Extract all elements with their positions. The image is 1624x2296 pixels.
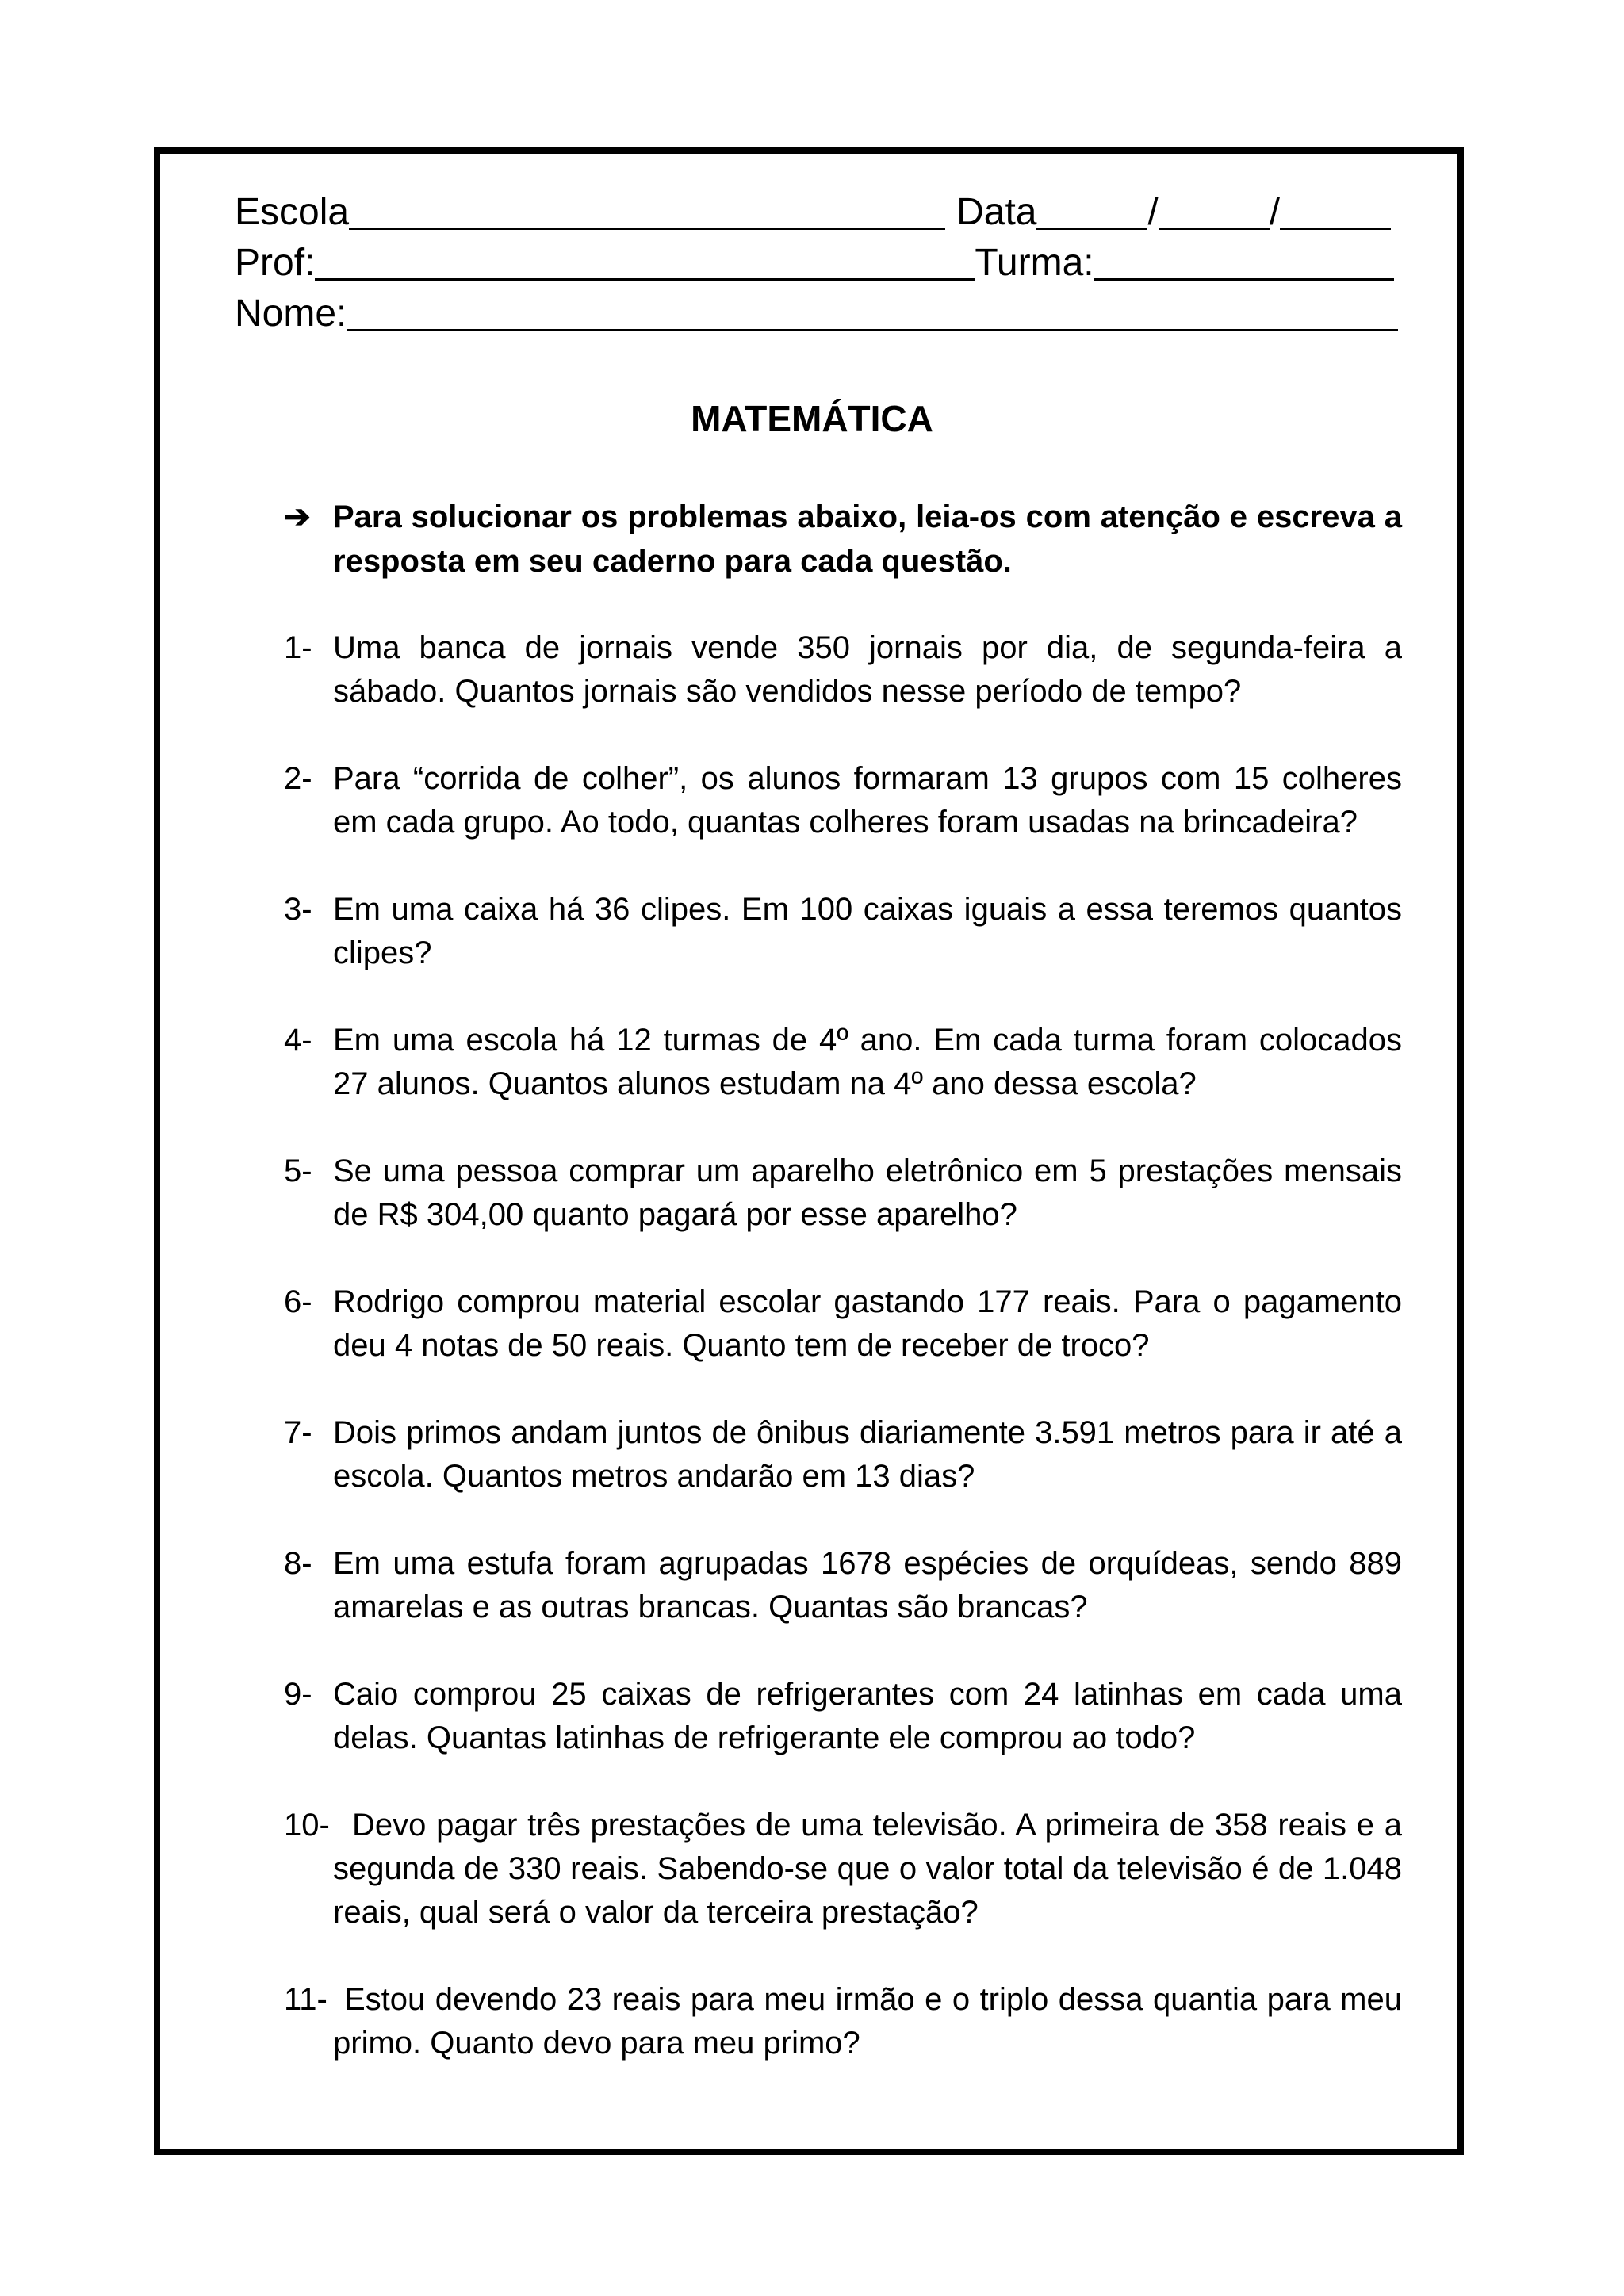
school-blank[interactable] bbox=[349, 189, 945, 230]
question-item bbox=[284, 757, 1402, 844]
question-text: Para “corrida de colher”, os alunos formaram 13 grupos com 15 colheres em cada grupo. Ao todo, quantas colheres foram usadas na brincadeira? bbox=[333, 761, 1402, 840]
question-text: Rodrigo comprou material escolar gastando 177 reais. Para o pagamento deu 4 notas de 50 reais. Quanto tem de receber de troco? bbox=[333, 1284, 1402, 1363]
date-year-blank[interactable] bbox=[1280, 189, 1391, 230]
teacher-label: Prof: bbox=[235, 242, 316, 284]
question-item bbox=[284, 1542, 1402, 1629]
question-text: Devo pagar três prestações de uma televisão. A primeira de 358 reais e a segunda de 330 reais. Sabendo-se que o valor total da televisão é de 1.048 reais, qual será o valor da terceira prestação? bbox=[333, 1808, 1402, 1930]
question-number: 11- bbox=[284, 1982, 327, 2017]
question-item bbox=[284, 1150, 1402, 1237]
class-blank[interactable] bbox=[1094, 240, 1394, 281]
header-line-name bbox=[235, 289, 1400, 339]
student-info-header bbox=[235, 187, 1400, 339]
question-item bbox=[284, 626, 1402, 714]
name-blank[interactable] bbox=[347, 291, 1398, 331]
question-number: 8- bbox=[284, 1546, 312, 1581]
question-number: 1- bbox=[284, 630, 312, 665]
question-number: 2- bbox=[284, 761, 312, 796]
question-number: 3- bbox=[284, 892, 312, 927]
instruction-block bbox=[284, 495, 1402, 584]
question-number: 7- bbox=[284, 1415, 312, 1450]
page-title: MATEMÁTICA bbox=[691, 398, 933, 439]
question-number: 6- bbox=[284, 1284, 312, 1319]
question-text: Se uma pessoa comprar um aparelho eletrônico em 5 prestações mensais de R$ 304,00 quanto pagará por esse aparelho? bbox=[333, 1154, 1402, 1232]
question-item bbox=[284, 1280, 1402, 1368]
question-text: Caio comprou 25 caixas de refrigerantes com 24 latinhas em cada uma delas. Quantas latinhas de refrigerante ele comprou ao todo? bbox=[333, 1677, 1402, 1755]
question-item bbox=[284, 1411, 1402, 1498]
header-line-school-date bbox=[235, 187, 1400, 238]
question-item bbox=[284, 1019, 1402, 1106]
date-separator: / bbox=[1269, 191, 1281, 233]
question-text: Uma banca de jornais vende 350 jornais por dia, de segunda-feira a sábado. Quantos jornais são vendidos nesse período de tempo? bbox=[333, 630, 1402, 709]
question-number: 10- bbox=[284, 1808, 330, 1843]
name-label: Nome: bbox=[235, 293, 347, 335]
header-line-teacher-class bbox=[235, 238, 1400, 289]
question-item bbox=[284, 1804, 1402, 1934]
class-label: Turma: bbox=[975, 242, 1094, 284]
question-text: Em uma escola há 12 turmas de 4º ano. Em cada turma foram colocados 27 alunos. Quantos alunos estudam na 4º ano dessa escola? bbox=[333, 1023, 1402, 1101]
arrow-right-icon: ➔ bbox=[284, 499, 311, 534]
date-month-blank[interactable] bbox=[1159, 189, 1270, 230]
date-label: Data bbox=[956, 191, 1037, 233]
question-text: Em uma estufa foram agrupadas 1678 espécies de orquídeas, sendo 889 amarelas e as outras brancas. Quantas são brancas? bbox=[333, 1546, 1402, 1624]
instruction-text: Para solucionar os problemas abaixo, leia-os com atenção e escreva a resposta em seu caderno para cada questão. bbox=[333, 499, 1402, 579]
date-separator: / bbox=[1147, 191, 1159, 233]
question-item bbox=[284, 1978, 1402, 2065]
question-text: Em uma caixa há 36 clipes. Em 100 caixas iguais a essa teremos quantos clipes? bbox=[333, 892, 1402, 970]
question-text: Dois primos andam juntos de ônibus diariamente 3.591 metros para ir até a escola. Quantos metros andarão em 13 dias? bbox=[333, 1415, 1402, 1494]
question-number: 9- bbox=[284, 1677, 312, 1712]
teacher-blank[interactable] bbox=[315, 240, 975, 281]
question-item bbox=[284, 1673, 1402, 1760]
question-number: 5- bbox=[284, 1154, 312, 1188]
question-number: 4- bbox=[284, 1023, 312, 1058]
question-list bbox=[284, 626, 1402, 2109]
school-label: Escola bbox=[235, 191, 350, 233]
date-day-blank[interactable] bbox=[1036, 189, 1147, 230]
question-item bbox=[284, 888, 1402, 975]
question-text: Estou devendo 23 reais para meu irmão e o triplo dessa quantia para meu primo. Quanto devo para meu primo? bbox=[333, 1982, 1402, 2061]
